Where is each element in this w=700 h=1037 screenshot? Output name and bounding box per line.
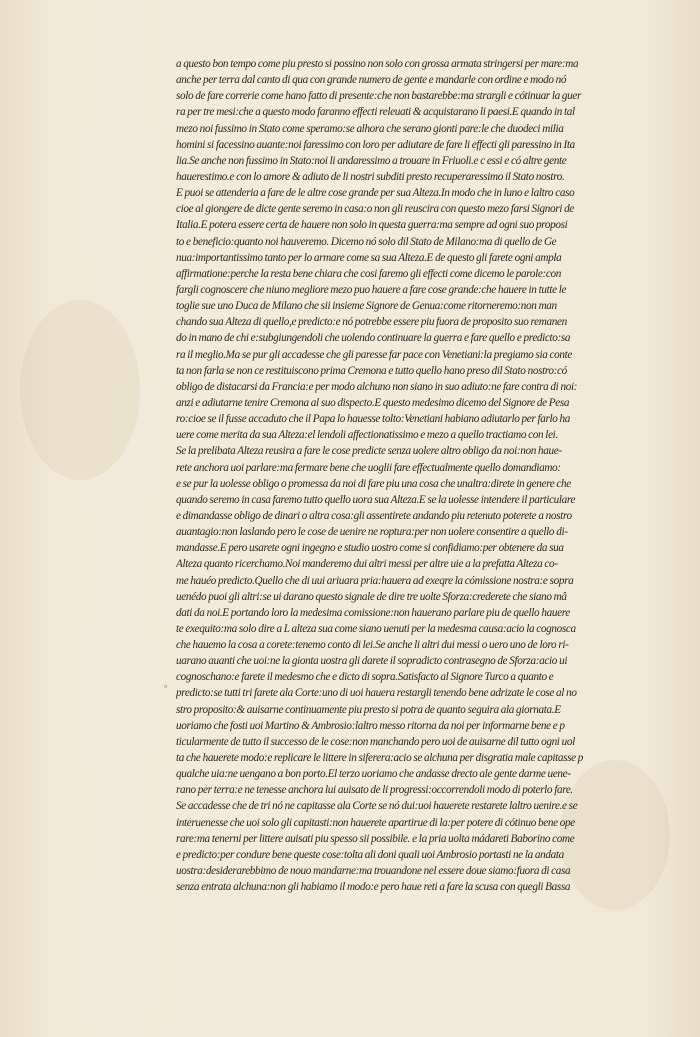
text-line: me hauéo predicto.Quello che di uui ariuara pria:hauera ad exeqre la cómissione nostra:e sopra <box>176 574 574 587</box>
text-line: to e beneficio:quanto noi hauveremo. Dicemo nó solo dil Stato de Milano:ma di quello de Ge <box>176 235 557 248</box>
text-line: solo de fare correrie come hano fatto di presente:che non bastarebbe:ma strargli e cótinuar la guer <box>176 90 582 103</box>
text-line: Italia.E potera essere certa de hauere non solo in questa guerra:ma sempre ad ogni suo proposi <box>176 219 568 232</box>
document-body <box>176 56 638 895</box>
text-line: ro:cioe se il fusse accaduto che il Papa lo hauesse tolto:Venetiani habiano adiutarlo per farlo ha <box>176 413 570 426</box>
text-line: Alteza quanto ricerchamo.Noi manderemo dui altri messi per altre uie a la prefatta Alteza co- <box>176 558 558 571</box>
text-line: ra per tre mesi:che a questo modo faranno effecti releuati & acquistarano li paesi.E quando in tal <box>176 106 575 119</box>
text-line: uarano auanti che uoi:ne la gionta uostra gli darete il sopradicto contrasegno de Sforza:acio ui <box>176 655 568 668</box>
text-line: cognoschano:e farete il medesmo che e dicto di sopra.Satisfacto al Signore Turco a quanto e <box>176 671 554 684</box>
text-line: cioe al giongere de dicte gente seremo in casa:o non gli reuscira con questo mezo farsi Signori de <box>176 203 574 216</box>
text-line: fargli cognoscere che niuno megliore mezo puo hauere a fare cose grande:che hauere in tutte le <box>176 283 567 296</box>
text-line: a questo bon tempo come piu presto si possino non solo con grossa armata stringersi per mare:ma <box>176 58 579 70</box>
text-line: che hauemo la cosa a corete:tenemo conto di lei.Se anche li altri dui messi o uero uno de loro ri- <box>176 639 569 652</box>
text-line: nua:importantissimo tanto per lo armare come sa sua Alteza.E de questo gli farete ogni ampla <box>176 251 562 264</box>
text-line: uenédo puoi gli altri:se ui darano questo signale de dire tre uolte Sforza:crederete che siano mâ <box>176 590 567 603</box>
text-line: interuenesse che uoi solo gli capitasti:non hauerete apartirue di la:per potere di cótinuo bene ope <box>176 816 575 829</box>
text-line: mezo noi fussimo in Stato come speramo:se alhora che serano gionti pare:le che duodeci milia <box>176 122 564 135</box>
text-line: lia.Se anche non fussimo in Stato:noi li andaressimo a trouare in Friuoli.e c essi e có altre gente <box>176 154 567 167</box>
text-line: e predicto:per condure bene queste cose:tolta ali doni quali uoi Ambrosio portasti ne la andata <box>176 848 564 861</box>
text-line: senza entrata alchuna:non gli habiamo il modo:e pero haue reti a fare la scusa con quegli Bassa <box>176 881 571 894</box>
text-line: ra il meglio.Ma se pur gli accadesse che gli paresse far pace con Venetiani:la pregiamo sia conte <box>176 348 572 361</box>
text-line: chando sua Alteza di quello,e predicto:e nó potrebbe essere piu fuora de proposito suo remanen <box>176 316 567 329</box>
text-line: te exequito:ma solo dire a L alteza sua come siano uenuti per la medesma causa:acio la cognosca <box>176 622 576 635</box>
text-line: qualche uia:ne uengano a bon porto.El terzo uoriamo che andasse drecto ale gente darme uene- <box>176 768 571 781</box>
text-line: e dimandasse obligo de dinari o altra cosa:gli assentirete andando piu retenuto poterete a nostro <box>176 509 572 522</box>
text-line: predicto:se tutti tri farete ala Corte:uno di uoi hauera restargli tenendo bene adrizate le cose al no <box>176 687 577 700</box>
text-line: Se accadesse che de tri nó ne capitasse ala Corte se nó dui:uoi hauerete restarete laltro uenire.e se <box>176 800 578 813</box>
text-line: ta non farla se non ce restituiscono prima Cremona e tutto quello hano preso dil Stato nostro:có <box>176 364 567 377</box>
text-line: ta che hauerete modo:e replicare le littere in siferera:acio se alchuna per disgratia male capitasse p <box>176 752 584 765</box>
text-line: rano per terra:e ne tenesse anchora lui auisato de li progressi:occorrendoli modo di poterlo fare. <box>176 784 573 797</box>
text-line: quando seremo in casa faremo tutto quello uora sua Alteza.E se la uolesse intendere il particulare <box>176 493 576 506</box>
text-line: anche per terra dal canto di qua con grande numero de gente e mandarle con ordine e modo nó <box>176 74 567 87</box>
text-line: e se pur la uolesse obligo o promessa da noi di fare piu una cosa che unaltra:direte in genere che <box>176 477 571 490</box>
margin-mark: ▫ <box>164 681 168 691</box>
text-line: uere come merita da sua Alteza:el lendoli affectionatissimo e mezo a quello tractiamo con lei. <box>176 429 558 442</box>
text-line: anzi e adiutarne tenire Cremona al suo dispecto.E questo medesimo dicemo del Signore de Pesa <box>176 396 570 409</box>
text-line: toglie sue uno Duca de Milano che sii insieme Signore de Genua:come ritorneremo:non man <box>176 300 557 313</box>
text-line: ticularmente de tutto il successo de le cose:non manchando pero uoi de auisarne dil tutto ogni uol <box>176 735 575 748</box>
text-line: mandasse.E pero usarete ogni ingegno e studio uostro come si confidiamo:per obtenere da sua <box>176 542 564 555</box>
text-line: stro proposito:& auisarne continuamente piu presto si potra de quanto seguira ala giornata.E <box>176 703 561 716</box>
text-line: dati da noi.E portando loro la medesima comissione:non hauerano parlare piu de quello hauere <box>176 606 570 619</box>
paper-stain <box>20 300 140 480</box>
text-line: affirmatione:perche la resta bene chiara che cosi faremo gli effecti come dicemo le parole:con <box>176 267 561 280</box>
text-line: auantagio:non laslando pero le cose de uenire ne roptura:per non uolere consentire a quello di- <box>176 526 568 539</box>
text-line: E puoi se attenderia a fare de le altre cose grande per sua Alteza.In modo che in luno e laltro caso <box>176 187 575 200</box>
text-line: do in mano de chi e:subgiungendoli che uolendo continuare la guerra e fare quello e predicto:sa <box>176 332 571 345</box>
text-line: uoriamo che fosti uoi Martino & Ambrosio:laltro messo ritorna da noi per informarne bene e p <box>176 719 565 732</box>
text-line: uostra:desiderarebbimo de nouo mandarne:ma trouandone nel essere doue siamo:fuora di casa <box>176 865 571 878</box>
text-line: hauerestimo.e con lo amore & adiuto de li nostri subditi presto recuperaressimo il Stato nostro. <box>176 170 565 183</box>
text-line: rete anchora uoi parlare:ma fermare bene che uoglii fare effectualmente quello domandiamo: <box>176 461 561 474</box>
text-line: homini si facessino auante:noi faressimo con loro per adiutare de fare li effecti gli paressino in Ita <box>176 138 575 151</box>
text-line: obligo de distacarsi da Francia:e per modo alchuno non siano in suo adiuto:ne fare contra di noi: <box>176 380 578 393</box>
text-line: rare:ma tenerni per littere auisati piu spesso sii possibile. e la pria uolta mádareti Baborino come <box>176 832 575 845</box>
text-line: Se la prelibata Alteza reusira a fare le cose predicte senza uolere altro obligo da noi:non haue- <box>176 445 562 458</box>
